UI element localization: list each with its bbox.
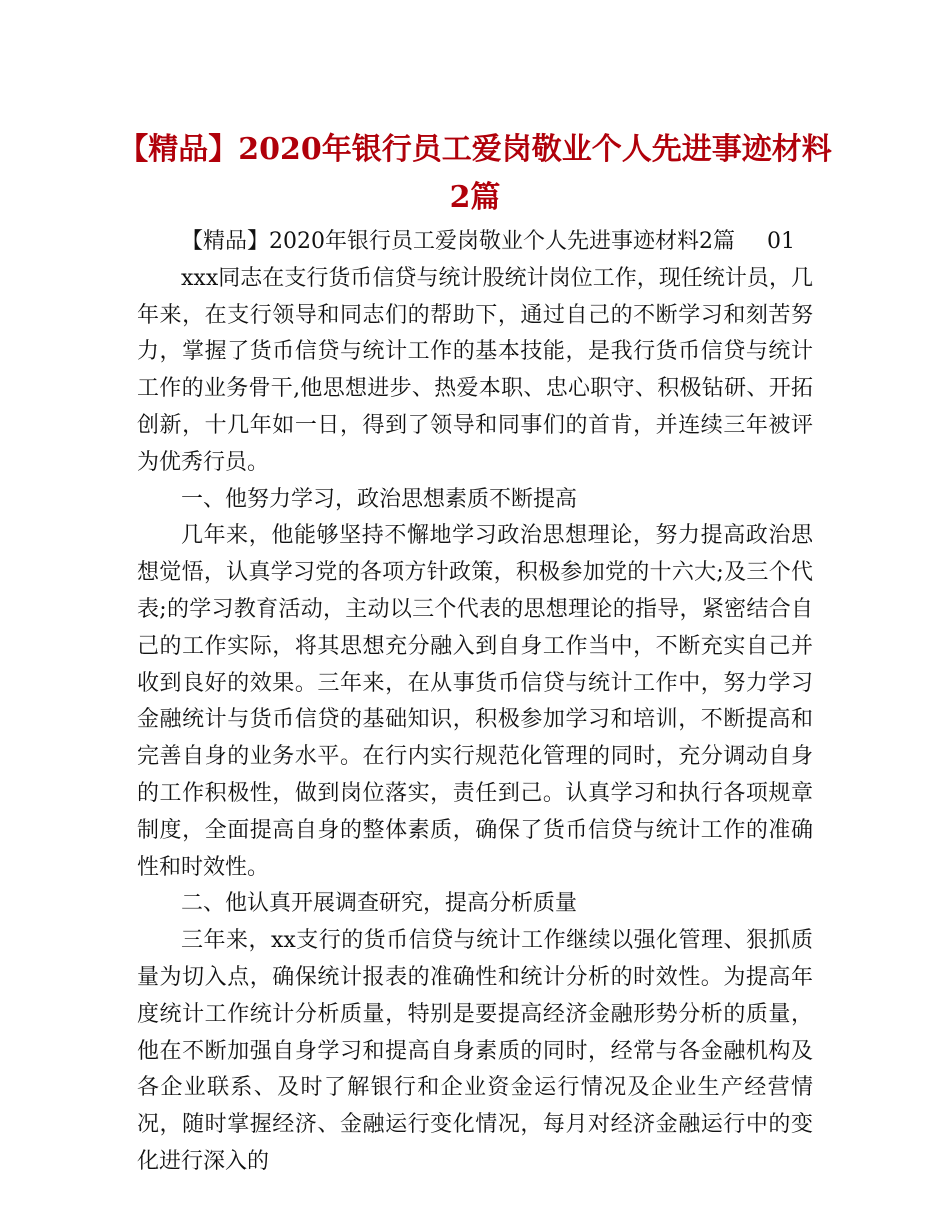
section-number: 01 (767, 229, 795, 254)
document-title: 【精品】2020年银行员工爱岗敬业个人先进事迹材料2篇 (118, 132, 832, 215)
subtitle-text: 【精品】2020年银行员工爱岗敬业个人先进事迹材料2篇 (181, 229, 735, 254)
section-heading-1: 一、他努力学习，政治思想素质不断提高 (181, 486, 578, 512)
paragraph-section-1: 几年来，他能够坚持不懈地学习政治思想理论，努力提高政治思想觉悟，认真学习党的各项方针政策，积极参加党的十六大;及三个代表;的学习教育活动，主动以三个代表的思想理论的指导，紧密结合自己的工作实际，将其思想充分融入到自身工作当中，不断充实自己并收到良好的效果。三年来，在从事货币信贷与统计工作中，努力学习金融统计与货币信贷的基础知识，积极参加学习和培训，不断提高和完善自身的业务水平。在行内实行规范化管理的同时，充分调动自身的工作积极性，做到岗位落实，责任到己。认真学习和执行各项规章制度，全面提高自身的整体素质，确保了货币信贷与统计工作的准确性和时效性。 (137, 523, 813, 880)
section-heading-2: 二、他认真开展调查研究，提高分析质量 (181, 891, 578, 917)
paragraph-intro: xxx同志在支行货币信贷与统计股统计岗位工作，现任统计员，几年来，在支行领导和同志们的帮助下，通过自己的不断学习和刻苦努力，掌握了货币信贷与统计工作的基本技能，是我行货币信贷与统计工作的业务骨干,他思想进步、热爱本职、忠心职守、积极钻研、开拓创新，十几年如一日，得到了领导和同事们的首肯，并连续三年被评为优秀行员。 (137, 265, 813, 475)
subtitle-line (137, 224, 813, 261)
document-body (137, 224, 813, 1181)
paragraph-section-2: 三年来，xx支行的货币信贷与统计工作继续以强化管理、狠抓质量为切入点，确保统计报表的准确性和统计分析的时效性。为提高年度统计工作统计分析质量，特别是要提高经济金融形势分析的质量，他在不断加强自身学习和提高自身素质的同时，经常与各金融机构及各企业联系、及时了解银行和企业资金运行情况及企业生产经营情况，随时掌握经济、金融运行变化情况，每月对经济金融运行中的变化进行深入的 (137, 928, 813, 1174)
